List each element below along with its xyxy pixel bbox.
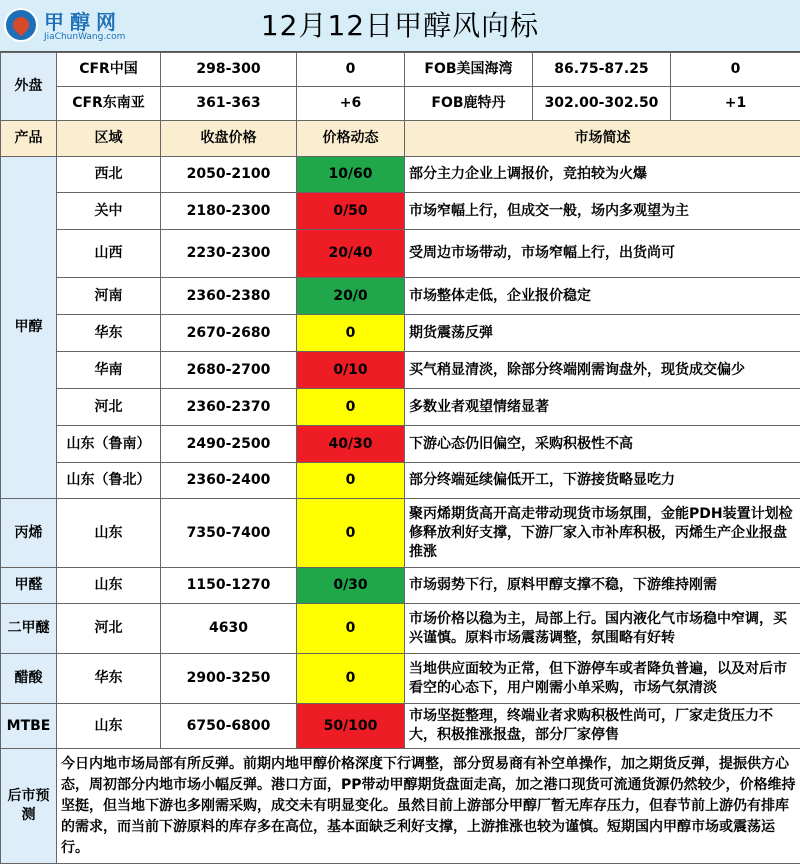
region-cell: 西北 [57, 157, 161, 193]
table-row [1, 315, 800, 352]
region-cell: 山东 [57, 704, 161, 749]
logo-url: JiaChunWang.com [44, 32, 125, 42]
table-row [1, 352, 800, 389]
external-left-change: 0 [297, 53, 405, 87]
region-cell: 山东 [57, 499, 161, 568]
product-cell: 丙烯 [1, 499, 57, 568]
change-cell: 0 [297, 389, 405, 426]
change-cell: 0 [297, 654, 405, 704]
price-cell: 4630 [161, 604, 297, 654]
region-cell: 山东（鲁南） [57, 426, 161, 463]
external-right-price: 86.75-87.25 [533, 53, 671, 87]
summary-cell: 部分主力企业上调报价，竞拍较为火爆 [405, 157, 800, 193]
summary-cell: 市场弱势下行，原料甲醇支撑不稳，下游维持刚需 [405, 568, 800, 604]
region-cell: 山东（鲁北） [57, 463, 161, 499]
price-cell: 2670-2680 [161, 315, 297, 352]
forecast-row [1, 749, 800, 864]
external-left-name: CFR中国 [57, 53, 161, 87]
table-row [1, 499, 800, 568]
change-cell: 40/30 [297, 426, 405, 463]
external-left-change: +6 [297, 87, 405, 121]
header-region: 区域 [57, 121, 161, 157]
change-cell: 0/10 [297, 352, 405, 389]
forecast-text: 今日内地市场局部有所反弹。前期内地甲醇价格深度下行调整，部分贸易商有补空单操作，加之期货反弹，提振供方心态，周初部分内地市场小幅反弹。港口方面，PP带动甲醇期货盘面走高，加之港口现货可流通货源仍然较少，价格维持坚挺，但当地下游也多刚需采购，成交未有明显变化。虽然目前上游部分甲醇厂暂无库存压力，但春节前上游仍有排库的需求，而当前下游原料的库存多在高位，基本面缺乏利好支撑，上游推涨也较为谨慎。短期国内甲醇市场或震荡运行。 [57, 749, 800, 864]
price-table-body [1, 53, 800, 864]
external-right-change: 0 [671, 53, 800, 87]
summary-cell: 市场坚挺整理，终端业者求购积极性尚可，厂家走货压力不大，积极推涨报盘，部分厂家停售 [405, 704, 800, 749]
price-cell: 1150-1270 [161, 568, 297, 604]
product-cell: 醋酸 [1, 654, 57, 704]
external-right-name: FOB美国海湾 [405, 53, 533, 87]
external-row [1, 87, 800, 121]
summary-cell: 当地供应面较为正常，但下游停车或者降负普遍，以及对后市看空的心态下，用户刚需小单采购，市场气氛清淡 [405, 654, 800, 704]
region-cell: 山西 [57, 230, 161, 278]
table-row [1, 389, 800, 426]
product-cell: MTBE [1, 704, 57, 749]
table-row [1, 426, 800, 463]
external-left-price: 298-300 [161, 53, 297, 87]
column-header-row [1, 121, 800, 157]
change-cell: 0 [297, 604, 405, 654]
summary-cell: 买气稍显清淡，除部分终端刚需询盘外，现货成交偏少 [405, 352, 800, 389]
logo-text: 甲醇网 [44, 6, 122, 35]
summary-cell: 受周边市场带动，市场窄幅上行，出货尚可 [405, 230, 800, 278]
region-cell: 山东 [57, 568, 161, 604]
price-cell: 2360-2380 [161, 278, 297, 315]
header-change: 价格动态 [297, 121, 405, 157]
region-cell: 华东 [57, 315, 161, 352]
price-cell: 2680-2700 [161, 352, 297, 389]
table-row [1, 278, 800, 315]
external-right-price: 302.00-302.50 [533, 87, 671, 121]
header-price: 收盘价格 [161, 121, 297, 157]
summary-cell: 多数业者观望情绪显著 [405, 389, 800, 426]
change-cell: 0/50 [297, 193, 405, 230]
external-left-price: 361-363 [161, 87, 297, 121]
header-summary: 市场简述 [405, 121, 800, 157]
change-cell: 0 [297, 463, 405, 499]
price-cell: 2490-2500 [161, 426, 297, 463]
change-cell: 20/0 [297, 278, 405, 315]
price-table [0, 52, 800, 864]
price-cell: 2360-2400 [161, 463, 297, 499]
price-cell: 2230-2300 [161, 230, 297, 278]
summary-cell: 聚丙烯期货高开高走带动现货市场氛围，金能PDH装置计划检修释放利好支撑，下游厂家入市补库积极，丙烯生产企业报盘推涨 [405, 499, 800, 568]
table-row [1, 193, 800, 230]
price-cell: 2180-2300 [161, 193, 297, 230]
change-cell: 10/60 [297, 157, 405, 193]
product-cell: 二甲醚 [1, 604, 57, 654]
region-cell: 关中 [57, 193, 161, 230]
change-cell: 50/100 [297, 704, 405, 749]
summary-cell: 市场整体走低，企业报价稳定 [405, 278, 800, 315]
table-row [1, 463, 800, 499]
change-cell: 0 [297, 499, 405, 568]
region-cell: 华南 [57, 352, 161, 389]
change-cell: 0 [297, 315, 405, 352]
table-row [1, 230, 800, 278]
price-cell: 2050-2100 [161, 157, 297, 193]
price-cell: 2900-3250 [161, 654, 297, 704]
summary-cell: 部分终端延续偏低开工，下游接货略显吃力 [405, 463, 800, 499]
external-left-name: CFR东南亚 [57, 87, 161, 121]
header-product: 产品 [1, 121, 57, 157]
price-cell: 7350-7400 [161, 499, 297, 568]
external-label: 外盘 [1, 53, 57, 121]
summary-cell: 下游心态仍旧偏空，采购积极性不高 [405, 426, 800, 463]
page-title: 12月12日甲醇风向标 [0, 0, 800, 52]
region-cell: 河南 [57, 278, 161, 315]
change-cell: 20/40 [297, 230, 405, 278]
summary-cell: 市场价格以稳为主，局部上行。国内液化气市场稳中窄调，买兴谨慎。原料市场震荡调整，氛围略有好转 [405, 604, 800, 654]
price-cell: 2360-2370 [161, 389, 297, 426]
table-row [1, 654, 800, 704]
forecast-label: 后市预测 [1, 749, 57, 864]
external-right-name: FOB鹿特丹 [405, 87, 533, 121]
change-cell: 0/30 [297, 568, 405, 604]
region-cell: 河北 [57, 389, 161, 426]
region-cell: 河北 [57, 604, 161, 654]
summary-cell: 市场窄幅上行，但成交一般，场内多观望为主 [405, 193, 800, 230]
region-cell: 华东 [57, 654, 161, 704]
price-cell: 6750-6800 [161, 704, 297, 749]
title-bar [0, 0, 800, 52]
summary-cell: 期货震荡反弹 [405, 315, 800, 352]
product-cell: 甲醇 [1, 157, 57, 499]
product-cell: 甲醛 [1, 568, 57, 604]
external-row [1, 53, 800, 87]
table-row [1, 157, 800, 193]
table-row [1, 704, 800, 749]
table-row [1, 568, 800, 604]
table-row [1, 604, 800, 654]
external-right-change: +1 [671, 87, 800, 121]
